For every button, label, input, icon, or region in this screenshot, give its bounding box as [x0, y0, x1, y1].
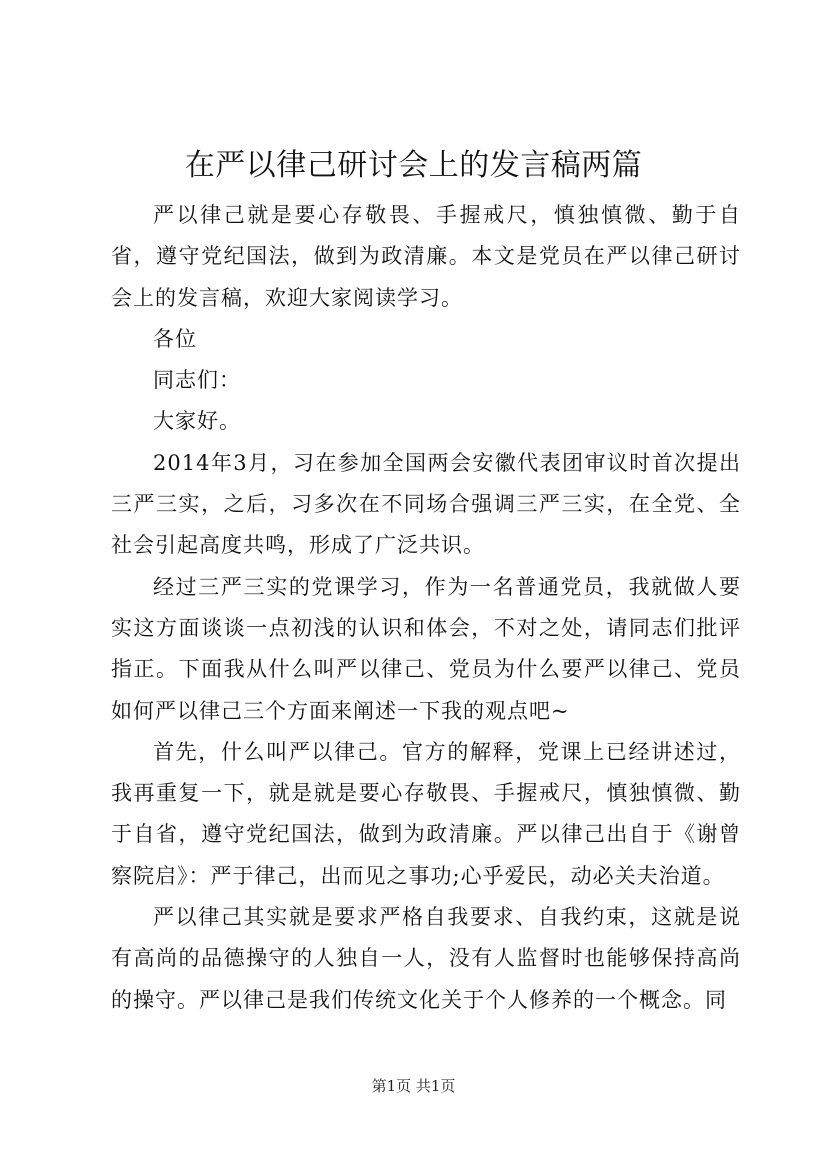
paragraph-intro: 严以律己就是要心存敬畏、手握戒尺，慎独慎微、勤于自省，遵守党纪国法，做到为政清廉。本文是党员在严以律己研讨会上的发言稿，欢迎大家阅读学习。 [111, 203, 741, 310]
paragraph-definition: 首先，什么叫严以律己。官方的解释，党课上已经讲述过，我再重复一下，就是就是要心存敬畏、手握戒尺，慎独慎微、勤于自省，遵守党纪国法，做到为政清廉。严以律己出自于《谢曾察院启》：严于律己，出而见之事功;心乎爱民，动必关夫治道。 [111, 739, 741, 888]
paragraph-explanation: 严以律己其实就是要求严格自我要求、自我约束，这就是说有高尚的品德操守的人独自一人，没有人监督时也能够保持高尚的操守。严以律己是我们传统文化关于个人修养的一个概念。同 [111, 905, 741, 1012]
document-body [111, 195, 741, 1021]
paragraph-background: 2014年3月，习在参加全国两会安徽代表团审议时首次提出三严三实，之后，习多次在不同场合强调三严三实，在全党、全社会引起高度共鸣，形成了广泛共识。 [111, 450, 741, 558]
page-footer: 第1页 共1页 [371, 1077, 456, 1095]
paragraph-salutation-2: 同志们： [153, 368, 241, 393]
paragraph-greeting: 大家好。 [153, 409, 241, 434]
document-title: 在严以律己研讨会上的发言稿两篇 [184, 148, 643, 183]
paragraph-overview: 经过三严三实的党课学习，作为一名普通党员，我就做人要实这方面谈谈一点初浅的认识和体会，不对之处，请同志们批评指正。下面我从什么叫严以律己、党员为什么要严以律己、党员如何严以律己三个方面来阐述一下我的观点吧~ [111, 574, 741, 723]
paragraph-salutation-1: 各位 [153, 326, 197, 351]
